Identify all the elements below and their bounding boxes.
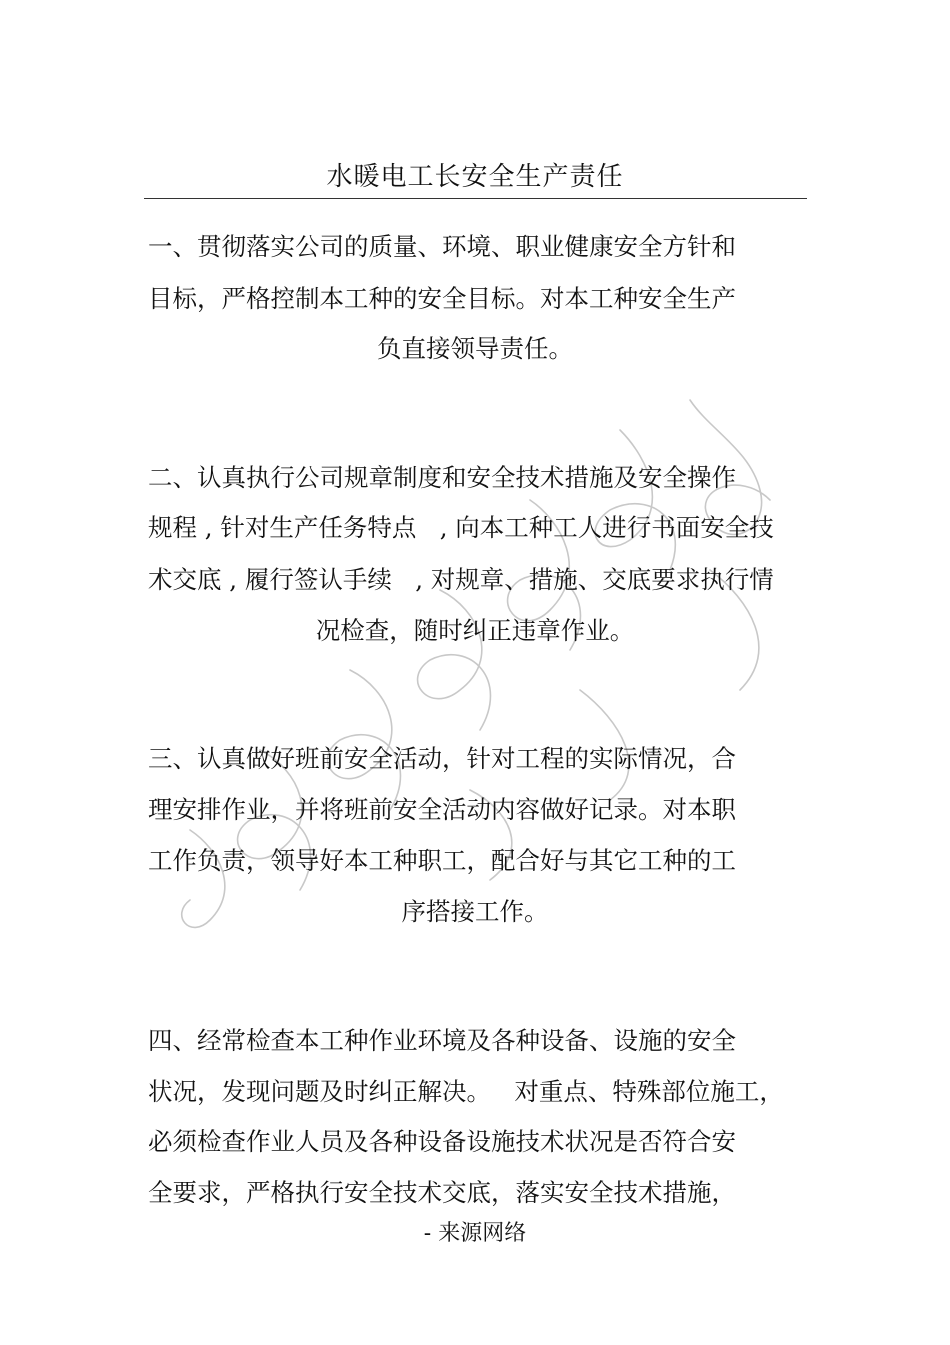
section-1-line-2: 目标，严格控制本工种的安全目标。对本工种安全生产 [148, 284, 736, 313]
section-1-line-3: 负直接领导责任。 [377, 334, 573, 363]
section-4-line-2: 状况，发现问题及时纠正解决。 对重点、特殊部位施工， [148, 1077, 784, 1106]
section-2-line-2: 规程 , 针对生产任务特点 , 向本工种工人进行书面安全技 [148, 513, 774, 542]
source-footer: - 来源网络 [423, 1221, 527, 1246]
section-4-line-3: 必须检查作业人员及各种设备设施技术状况是否符合安 [148, 1127, 736, 1156]
title-divider [144, 198, 807, 199]
section-1-line-1: 一、贯彻落实公司的质量、环境、职业健康安全方针和 [148, 232, 736, 261]
section-4-line-1: 四、经常检查本工种作业环境及各种设备、设施的安全 [148, 1026, 736, 1055]
section-3-line-3: 工作负责，领导好本工种职工，配合好与其它工种的工 [148, 846, 736, 875]
section-3-line-2: 理安排作业，并将班前安全活动内容做好记录。对本职 [148, 795, 736, 824]
section-2-line-1: 二、认真执行公司规章制度和安全技术措施及安全操作 [148, 463, 736, 492]
section-4-line-4: 全要求，严格执行安全技术交底，落实安全技术措施， [148, 1178, 736, 1207]
document-title: 水暖电工长安全生产责任 [326, 162, 624, 192]
section-3-line-1: 三、认真做好班前安全活动，针对工程的实际情况，合 [148, 744, 736, 773]
section-3-line-4: 序搭接工作。 [401, 897, 549, 926]
section-2-line-4: 况检查，随时纠正违章作业。 [315, 616, 635, 645]
section-2-line-3: 术交底 , 履行签认手续 , 对规章、措施、交底要求执行情 [148, 565, 774, 594]
watermark-signature [150, 370, 810, 970]
